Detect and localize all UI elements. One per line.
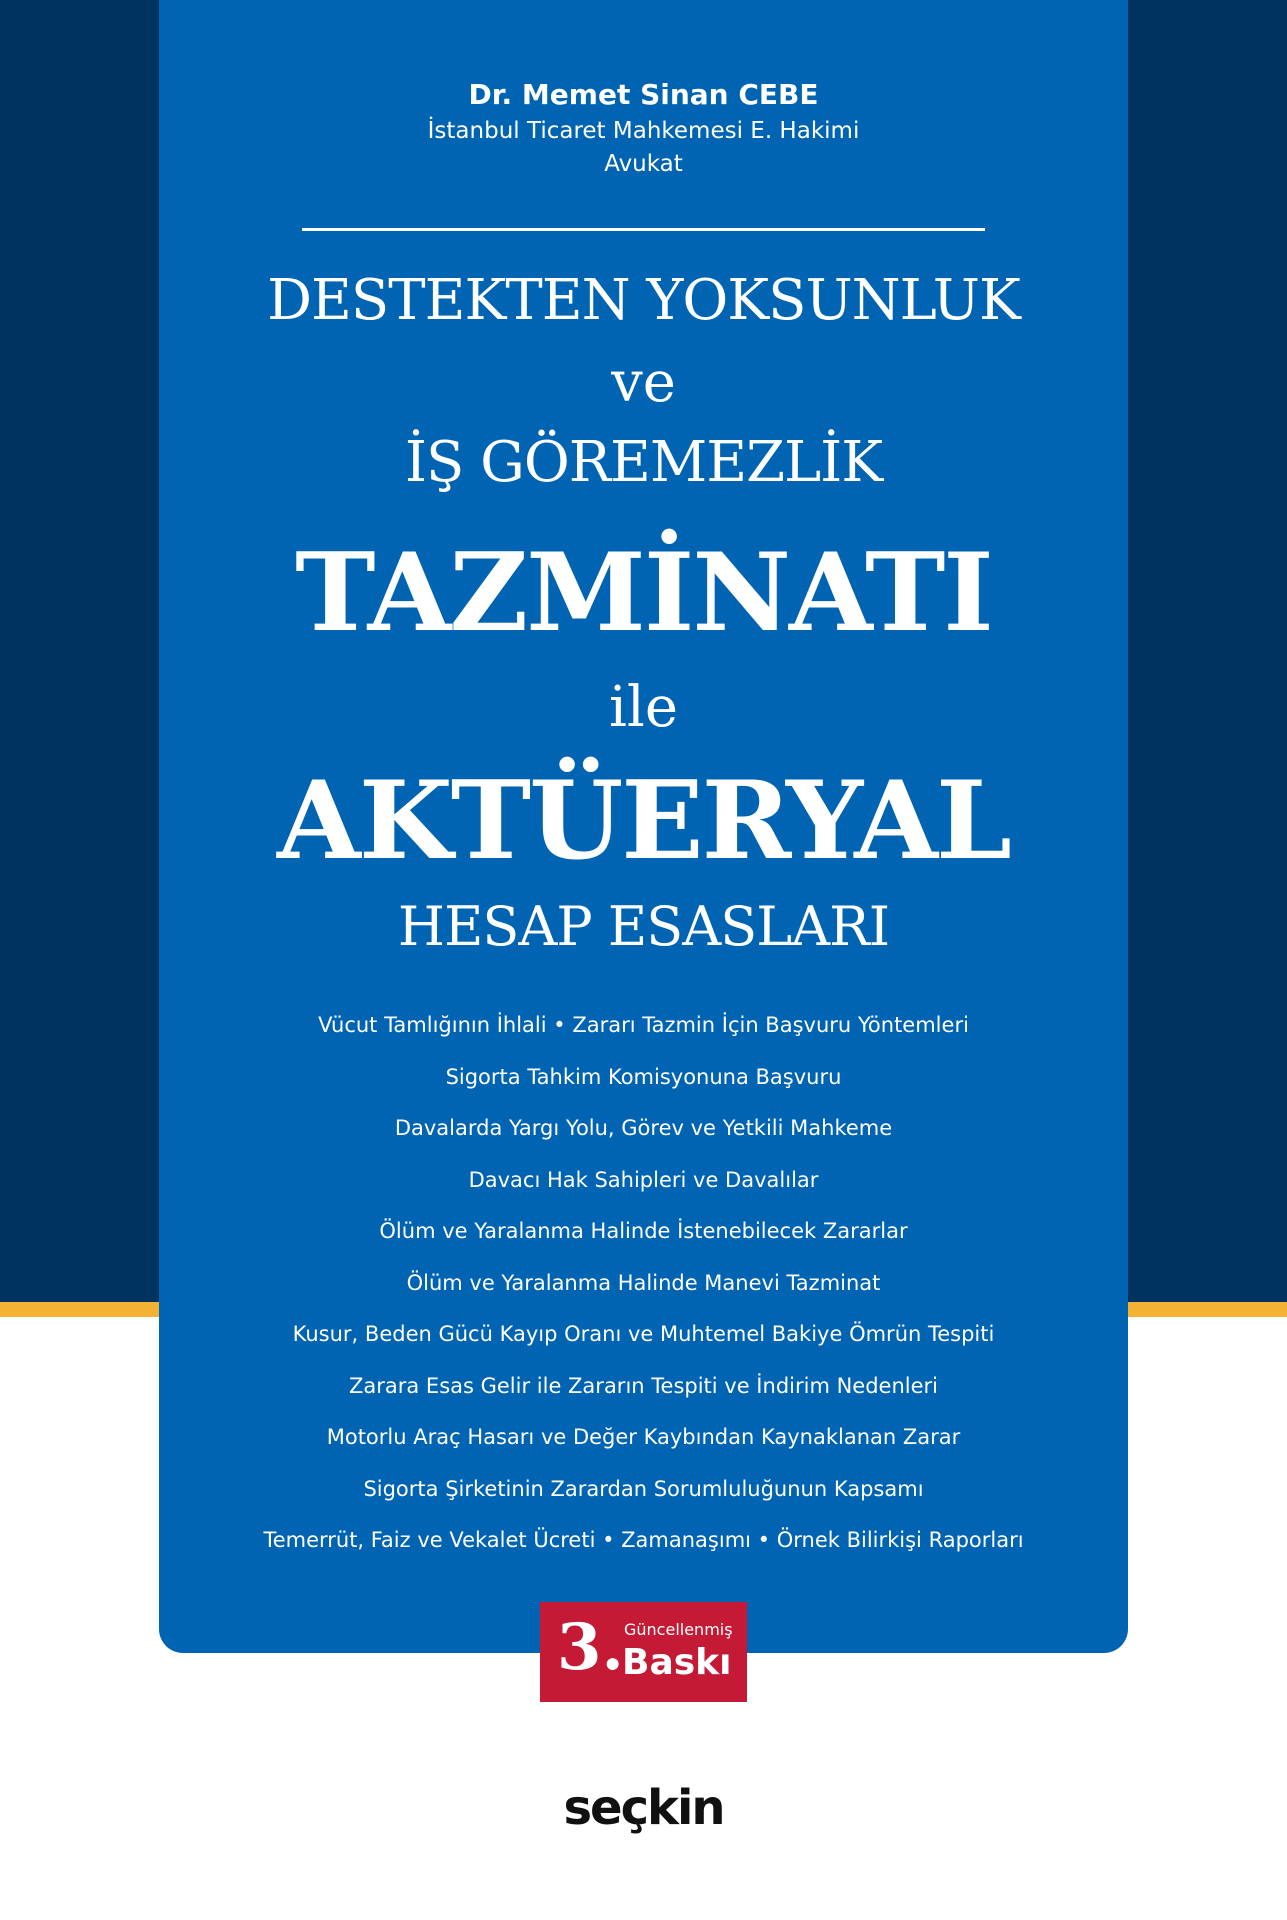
topic-item: Zarara Esas Gelir ile Zararın Tespiti ve İndirim Nedenleri (348, 1373, 938, 1398)
author-name: Dr. Memet Sinan CEBE (468, 78, 819, 111)
title-line-5: ile (609, 675, 678, 740)
topic-item: Sigorta Tahkim Komisyonuna Başvuru (445, 1064, 842, 1089)
title-line-3: İŞ GÖREMEZLİK (404, 430, 883, 495)
edition-big-label: Baskı (622, 1642, 732, 1683)
topic-item: Temerrüt, Faiz ve Vekalet Ücreti • Zamanaşımı • Örnek Bilirkişi Raporları (263, 1528, 1024, 1552)
topic-item: Sigorta Şirketinin Zarardan Sorumluluğunun Kapsamı (363, 1476, 924, 1501)
edition-badge (540, 1602, 747, 1702)
edition-number: 3. (557, 1610, 624, 1685)
topic-item: Davacı Hak Sahipleri ve Davalılar (468, 1167, 819, 1192)
topic-item: Ölüm ve Yaralanma Halinde İstenebilecek Zararlar (379, 1219, 908, 1243)
topic-list (159, 1000, 1128, 1567)
publisher-logo: seçkin (563, 1780, 724, 1836)
topic-item: Motorlu Araç Hasarı ve Değer Kaybından Kaynaklanan Zarar (326, 1425, 961, 1449)
edition-small-label: Güncellenmiş (624, 1620, 733, 1639)
divider (302, 228, 985, 231)
title-line-7: HESAP ESASLARI (397, 895, 890, 958)
author-role: Avukat (604, 151, 683, 177)
topic-item: Kusur, Beden Gücü Kayıp Oranı ve Muhtemel Bakiye Ömrün Tespiti (292, 1322, 995, 1346)
author-title: İstanbul Ticaret Mahkemesi E. Hakimi (427, 118, 860, 144)
topic-item: Vücut Tamlığının İhlali • Zararı Tazmin İçin Başvuru Yöntemleri (318, 1013, 969, 1037)
title-line-6: AKTÜERYAL (277, 758, 1010, 884)
topic-item: Davalarda Yargı Yolu, Görev ve Yetkili Mahkeme (394, 1116, 893, 1140)
cover-panel (159, 0, 1128, 1653)
topic-item: Ölüm ve Yaralanma Halinde Manevi Tazminat (406, 1270, 881, 1295)
title-line-4: TAZMİNATI (295, 530, 992, 656)
title-line-1: DESTEKTEN YOKSUNLUK (267, 268, 1020, 333)
title-line-2: ve (611, 350, 676, 415)
